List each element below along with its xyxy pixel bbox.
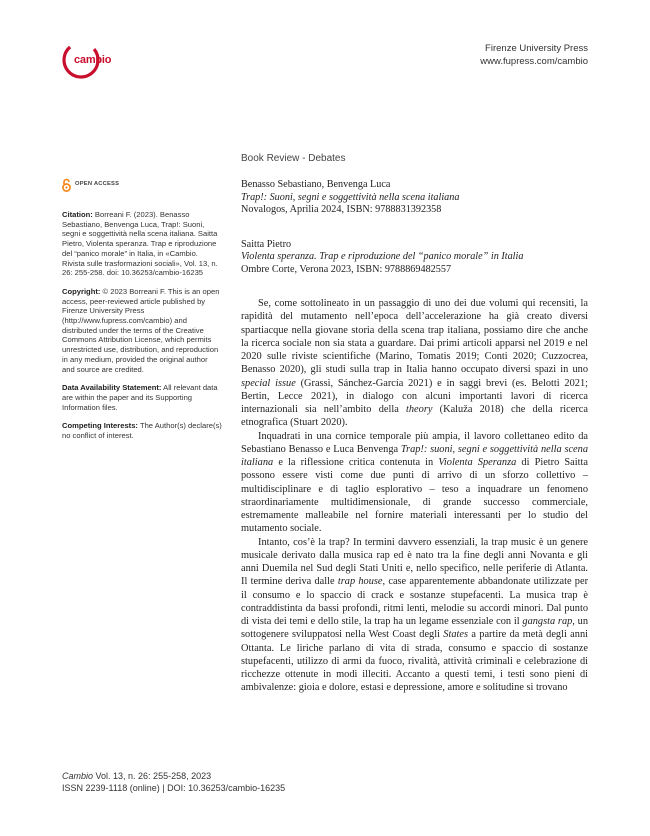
reference-publisher: Novalogos, Aprilia 2024, ISBN: 9788831392358 [241, 204, 442, 216]
reference-publisher: Ombre Corte, Verona 2023, ISBN: 9788869482557 [241, 263, 452, 275]
footer-journal-line [62, 770, 285, 782]
open-access-label: OPEN ACCESS [75, 181, 120, 188]
reference-title: Trap!: Suoni, segni e soggettività nella scena italiana [241, 191, 460, 203]
footer-journal-name: Cambio [62, 771, 94, 781]
page-footer [62, 770, 285, 794]
reference-title: Violenta speranza. Trap e riproduzione del “panico morale” in Italia [241, 251, 524, 263]
publisher-block [480, 42, 588, 68]
copyright-block [62, 287, 222, 374]
italic-term: Violenta Speranza [438, 457, 517, 468]
data-availability-label: Data Availability Statement: [62, 383, 162, 393]
publisher-url[interactable]: www.fupress.com/cambio [480, 56, 588, 67]
copyright-text: © 2023 Borreani F. This is an open access, peer-reviewed article published by Firenze University Press (http://www.fupress.com/cambio) and distributed under the terms of the Creative Commons Attribution License, which permits unrestricted use, distribution, and reproduction in any medium, provided the original author and source are credited. [62, 286, 220, 374]
open-access-badge [62, 178, 222, 192]
open-access-lock-icon [62, 178, 71, 192]
citation-text: Borreani F. (2023). Benasso Sebastiano, Benvenga Luca, Trap!: Suoni, segni e soggettività nella scena italiana. Saitta Pietro, Violenta speranza. Trap e riproduzione del “panico morale” in Italia, in «Cambio. Rivista sulle trasformazioni sociali», Vol. 13, n. 26: 255-258. doi: 10.36253/cambio-16235 [62, 210, 218, 278]
competing-interests-label: Competing Interests: [62, 421, 138, 431]
data-availability-text: All relevant data are within the paper and its Supporting Information files. [62, 383, 218, 412]
publisher-name: Firenze University Press [485, 43, 588, 54]
book-references [241, 179, 591, 299]
article-body [241, 297, 588, 695]
data-availability-block [62, 383, 222, 412]
paragraph: Inquadrati in una cornice temporale più ampia, il lavoro collettaneo edito da Sebastiano Benasso e Luca Benvenga Trap!: suoni, segni e soggettività nella scena italiana e la riflessione critica contenuta in Violenta Speranza di Pietro Saitta possono essere visti come due punti di arrivo di un sforzo collettivo – multidisciplinare e di taglio esplorativo – teso a inquadrare un fenomeno straordinariamente multidimensionale, di grande successo commerciale, estremamente malleabile nel fornire materiali interessanti per lo studio del mutamento sociale. [241, 430, 588, 535]
citation-block [62, 210, 222, 278]
competing-interests-text: The Author(s) declare(s) no conflict of interest. [62, 421, 222, 441]
copyright-label: Copyright: [62, 286, 101, 296]
paragraph: Intanto, cos’è la trap? In termini davvero essenziali, la trap music è un genere musicale derivato dalla musica rap ed è nato tra la fine degli anni Novanta e gli anni Duemila nel Sud degli Stati Uniti e, nello specifico, nelle periferie di Atlanta. Il termine deriva dalle trap house, case apparentemente abbandonate utilizzate per il consumo e lo spaccio di crack e sostanze stupefacenti. La musica trap è contraddistinta da bassi profondi, ritmi lenti, melodie su accordi minori. Dal punto di vista dei temi e dello stile, la trap ha un legame essenziale con il gangsta rap, un sottogenere sviluppatosi nella West Coast degli States a partire da metà degli anni Ottanta. Le liriche parlano di vita di strada, consumo e spaccio di sostanze stupefacenti, utilizzo di armi da fuoco, rivalità, attività criminali e celebrazione di ricchezze ottenute in modi illeciti. Accanto a questi temi, i testi sono pieni di ambivalenze: gioia e dolore, estasi e depressione, amore e solitudine si trovano [241, 536, 589, 694]
italic-term: gangsta rap [522, 616, 573, 627]
italic-term: trap house [337, 576, 383, 588]
paragraph: Se, come sottolineato in un passaggio di uno dei due volumi qui recensiti, la rapidità del mutamento nell’epoca dell’accelerazione ha già creato diversi spartiacque nella giovane storia della scena trap italiana, possiamo dire che anche la ricerca sociale non sia stata a guardare. Dai primi articoli apparsi nel 2019 e nel 2020 sulle riviste scientifiche (Marino, Tomatis 2019; Conti 2020; Cuzzocrea, Benasso 2020), gli studi sulla trap in Italia hanno occupato diversi spazi in uno special issue (Grassi, Sánchez-García 2021) e in saggi brevi (es. Belotti 2021; Bertin, Lecce 2021), in dialogo con alcuni importanti lavori di ricerca internazionali sia nell’ambito della theory (Kaluža 2018) che della ricerca etnografica (Stuart 2020). [241, 298, 588, 429]
footer-issue: Vol. 13, n. 26: 255-258, 2023 [93, 771, 212, 781]
citation-label: Citation: [62, 210, 93, 219]
logo-text: cambio [74, 54, 112, 66]
reference-authors: Saitta Pietro [241, 238, 292, 250]
section-label: Book Review - Debates [241, 153, 346, 164]
italic-term: States [443, 629, 469, 641]
book-reference [241, 179, 591, 217]
book-reference [241, 239, 591, 277]
italic-term: special issue [241, 377, 296, 389]
reference-authors: Benasso Sebastiano, Benvenga Luca [241, 179, 391, 190]
footer-issn-doi: ISSN 2239-1118 (online) | DOI: 10.36253/cambio-16235 [62, 783, 286, 793]
sidebar [62, 178, 222, 450]
competing-interests-block [62, 421, 222, 440]
italic-term: Trap!: suoni, segni e soggettività nella scena italiana [241, 443, 588, 468]
italic-term: theory [406, 404, 433, 415]
